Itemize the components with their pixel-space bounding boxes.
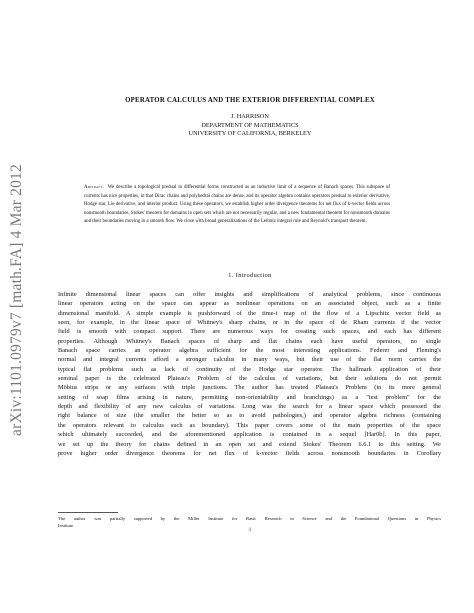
page-number: 1 [248, 528, 252, 533]
body-line: Banach space carries an operator algebra sufficient for the most interesting applications. Federer and Fleming's [58, 347, 441, 355]
section-heading: 1. Introduction [228, 272, 272, 279]
body-line: Infinite dimensional linear spaces can offer insights and simplifications of analytical problems, since continuous [58, 291, 441, 298]
body-line: dimensional manifold. A simple example is pushforward of the time-t map of the flow of a Lipschitz vector field as [58, 309, 441, 317]
body-line: depth and flexibility of any new calculus of variations. Long was the search for a linear space which possessed the [58, 403, 441, 411]
footnote-rule [58, 512, 118, 513]
arxiv-identifier-stamp [2, 150, 32, 450]
author-department: DEPARTMENT OF MATHEMATICS [201, 121, 299, 129]
body-line: right balance of size (the smaller the better so as to avoid pathologies,) and operator algebra richness (containing [58, 412, 441, 420]
section-body [58, 290, 441, 458]
body-line: seen, for example, in the linear space of Whitney's sharp chains, or in the space of de Rham currents if the vector [58, 319, 441, 327]
author-block [60, 113, 440, 139]
footnote-line: Institute. [58, 523, 75, 529]
body-line: setting of soap films arising in nature, permitting non-orientability and branchings) as a "test problem" for the [58, 393, 441, 401]
body-line: Möbius strips or any surfaces with triple junctions. The author has treated Plateau's Problem (in its more general [58, 384, 441, 392]
paper-title: OPERATOR CALCULUS AND THE EXTERIOR DIFFERENTIAL COMPLEX [125, 97, 375, 104]
body-line: prove higher order divergence theorems for net flux of k-vector fields across nonsmooth boundaries in Corollary [58, 449, 441, 457]
body-line: the operators relevant to calculus such as boundary). This paper covers some of the main properties of the space [58, 421, 441, 429]
body-line: which ultimately succeeded, and the aforementioned application is contained in a sequel [Har0b]. In this paper, [58, 431, 441, 439]
footnote-line: The author was partially supported by the Miller Institute for Basic Research in Science and the Foundational Questions in Physics [58, 516, 441, 521]
author-university: UNIVERSITY OF CALIFORNIA, BERKELEY [188, 130, 312, 138]
body-line: seminal paper is the celebrated Plateau's Problem of the calculus of variations, but their solutions do not permit [58, 375, 441, 383]
abstract [84, 184, 390, 227]
body-line: typical flat problems such as lack of continuity of the Hodge star operator. The hallmark application of their [58, 365, 441, 373]
body-line: field is smooth with compact support. There are numerous ways for creating such spaces, and each has different [58, 328, 441, 336]
body-line: properties. Although Whitney's Banach spaces of sharp and flat chains each have useful operators, no single [58, 337, 441, 345]
abstract-label: Abstract. [84, 185, 105, 190]
author-name: J. HARRISON [231, 113, 269, 120]
body-line: linear operators acting on the space can appear as nonlinear operations on an associated object, such as a finite [58, 300, 441, 308]
body-line: we set up the theory for chains defined in an open set and extend Stokes' Theorem 6.6.1 to this setting. We [58, 440, 441, 448]
abstract-text: We describe a topological predual to differential forms constructed as an inductive limit of a sequence of Banach spaces. This subspace of currents has nice properties, in that Dirac chains and polyhedral chains are dense, and its operator algebra contains operators predual to exterior derivative, Hodge star, Lie derivative, and interior product. Using these operators, we establish higher order divergence theorems for net flux of k-vector fields across nonsmooth boundaries, Stokes' theorem for domains in open sets which are not necessarily regular, and a new fundamental theorem for nonsmooth domains and their boundaries moving in a smooth flow. We close with broad generalizations of the Leibniz integral rule and Reynold's transport theorem. [84, 185, 390, 225]
arxiv-identifier-text: arXiv:1101.0979v7 [math.FA] 4 Mar 2012 [8, 164, 25, 436]
body-line: normal and integral currents afford a stronger calculus in many ways, but their use of the flat norm carries the [58, 356, 441, 364]
